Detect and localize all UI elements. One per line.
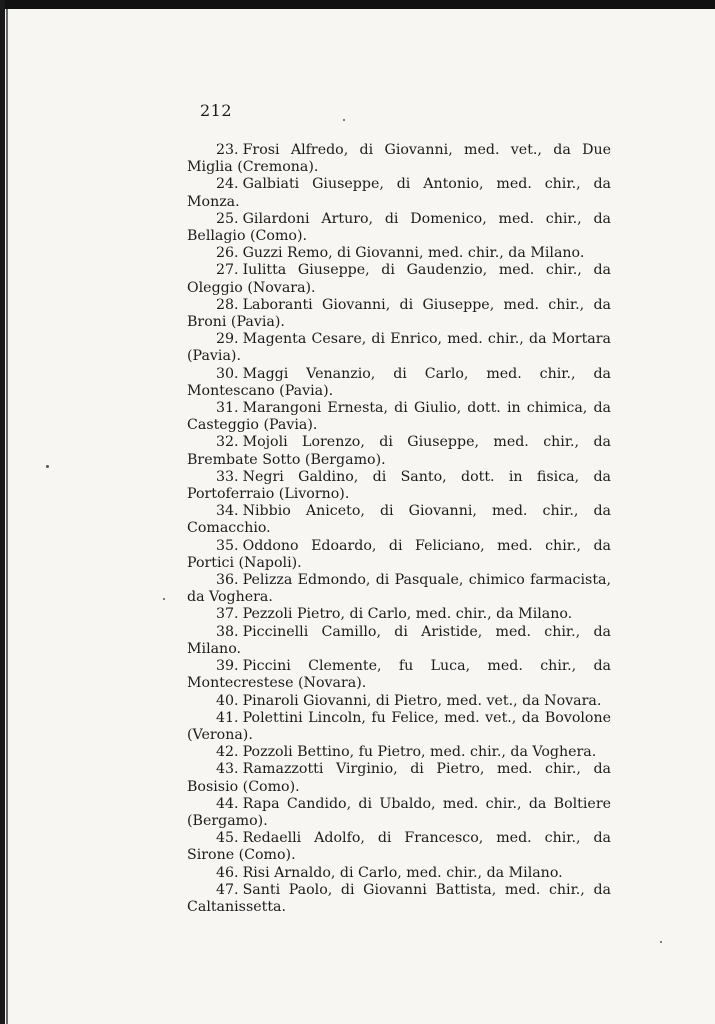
entry-text: Marangoni Ernesta, di Giulio, dott. in chimica, da Casteggio (Pavia). [187,400,611,434]
entry-text: Nibbio Aniceto, di Giovanni, med. chir., da Comacchio. [187,503,611,537]
list-item [187,538,611,572]
entry-number: 40. [216,692,239,709]
entry-number: 26. [216,245,239,262]
entry-number: 43. [216,761,239,778]
entry-number: 27. [216,262,239,279]
entry-text: Iulitta Giuseppe, di Gaudenzio, med. chir., da Oleggio (Novara). [187,262,611,296]
list-item [187,830,611,864]
list-item [187,245,611,262]
entry-number: 45. [216,830,239,847]
entry-text: Risi Arnaldo, di Carlo, med. chir., da Milano. [242,864,563,881]
entry-text: Pelizza Edmondo, di Pasquale, chimico farmacista, da Voghera. [187,572,611,606]
entry-number: 33. [216,468,239,485]
list-item [187,606,611,623]
list-item [187,142,611,176]
entry-number: 30. [216,365,239,382]
scan-top-edge [0,0,715,9]
list-item [187,176,611,210]
entry-list [187,142,611,916]
entry-number: 41. [216,709,239,726]
entry-number: 35. [216,537,239,554]
entry-number: 31. [216,400,239,417]
entry-text: Pezzoli Pietro, di Carlo, med. chir., da Milano. [242,606,573,623]
entry-text: Pozzoli Bettino, fu Pietro, med. chir., da Voghera. [242,744,597,761]
entry-text: Gilardoni Arturo, di Domenico, med. chir., da Bellagio (Como). [187,210,611,245]
entry-text: Galbiati Giuseppe, di Antonio, med. chir., da Monza. [187,176,611,210]
entry-text: Redaelli Adolfo, di Francesco, med. chir., da Sirone (Como). [187,830,611,864]
scan-speck [343,119,345,121]
entry-text: Piccini Clemente, fu Luca, med. chir., da Montecrestese (Novara). [187,658,611,692]
scan-speck [163,598,165,600]
entry-text: Frosi Alfredo, di Giovanni, med. vet., da Due Miglia (Cremona). [187,142,611,176]
entry-text: Polettini Lincoln, fu Felice, med. vet., da Bovolone (Verona). [187,709,611,743]
scan-left-edge [0,0,5,1024]
entry-number: 37. [216,606,239,623]
list-item [187,865,611,882]
entry-text: Pinaroli Giovanni, di Pietro, med. vet., da Novara. [242,692,602,709]
list-item [187,744,611,761]
entry-number: 39. [216,658,239,675]
entry-number: 25. [216,210,239,227]
list-item [187,796,611,830]
entry-number: 34. [216,503,239,520]
list-item [187,624,611,658]
list-item [187,572,611,606]
scan-left-edge-shadow [6,9,8,1024]
list-item [187,693,611,710]
list-item [187,469,611,503]
entry-number: 46. [216,864,239,881]
list-item [187,710,611,744]
entry-number: 28. [216,296,239,313]
entry-text: Maggi Venanzio, di Carlo, med. chir., da Montescano (Pavia). [187,365,611,399]
entry-number: 29. [216,331,239,348]
list-item [187,366,611,400]
entry-text: Ramazzotti Virginio, di Pietro, med. chir., da Bosisio (Como). [187,761,611,795]
entry-number: 38. [216,623,239,640]
entry-text: Magenta Cesare, di Enrico, med. chir., da Mortara (Pavia). [187,331,611,365]
list-item [187,761,611,795]
entry-number: 24. [216,176,239,193]
entry-text: Laboranti Giovanni, di Giuseppe, med. chir., da Broni (Pavia). [187,296,611,331]
entry-text: Mojoli Lorenzo, di Giuseppe, med. chir., da Brembate Sotto (Bergamo). [187,434,611,468]
entry-text: Santi Paolo, di Giovanni Battista, med. chir., da Caltanissetta. [187,881,611,915]
entry-number: 44. [216,795,239,812]
scan-speck [46,465,49,468]
entry-text: Rapa Candido, di Ubaldo, med. chir., da Boltiere (Bergamo). [187,795,611,829]
page-number: 212 [200,101,233,120]
entry-number: 36. [216,572,239,589]
list-item [187,211,611,245]
list-item [187,331,611,365]
entry-text: Negri Galdino, di Santo, dott. in fisica, da Portoferraio (Livorno). [187,468,611,503]
list-item [187,658,611,692]
entry-number: 23. [216,142,239,158]
entry-text: Oddono Edoardo, di Feliciano, med. chir., da Portici (Napoli). [187,537,611,571]
list-item [187,262,611,296]
list-item [187,503,611,537]
entry-text: Guzzi Remo, di Giovanni, med. chir., da Milano. [242,245,585,262]
entry-text: Piccinelli Camillo, di Aristide, med. chir., da Milano. [187,623,611,657]
list-item [187,882,611,916]
list-item [187,400,611,434]
scan-speck [660,941,662,943]
entry-number: 32. [216,434,239,451]
list-item [187,434,611,468]
entry-number: 42. [216,744,239,761]
list-item [187,297,611,331]
entry-number: 47. [216,881,239,898]
